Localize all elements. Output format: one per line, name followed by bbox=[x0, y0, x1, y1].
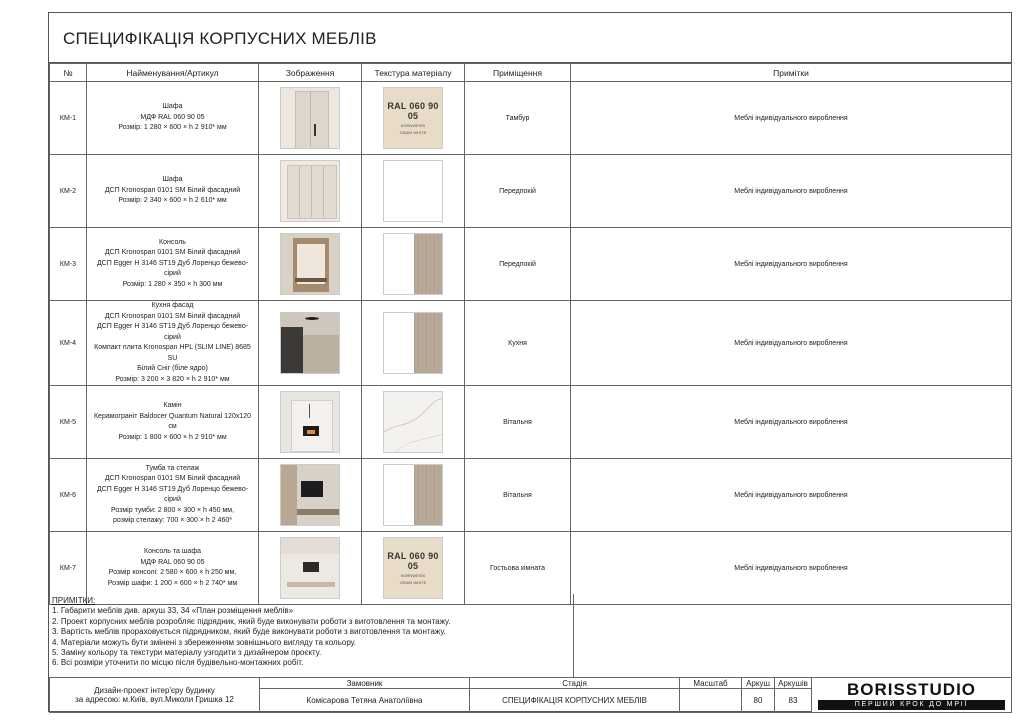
col-header-notes: Примітки bbox=[571, 64, 1012, 82]
texture-swatch-white-oak bbox=[383, 312, 443, 374]
spec-table bbox=[49, 63, 1012, 605]
stage-value: СПЕЦИФІКАЦІЯ КОРПУСНИХ МЕБЛІВ bbox=[470, 689, 680, 713]
item-image-cell bbox=[259, 228, 362, 301]
item-description-line: Розмір: 1 800 × 600 × h 2 910* мм bbox=[118, 433, 227, 441]
item-description-line: Розмір: 3 200 × 3 820 × h 2 910* мм bbox=[115, 375, 230, 383]
drawing-sheet bbox=[48, 12, 1012, 712]
notes-block bbox=[49, 594, 574, 678]
col-header-name: Найменування/Артикул bbox=[87, 64, 259, 82]
sheet-value: 80 bbox=[742, 689, 775, 713]
table-row bbox=[50, 155, 1012, 228]
item-image-cell bbox=[259, 82, 362, 155]
item-texture-cell bbox=[362, 386, 465, 459]
sheet-label: Аркуш bbox=[742, 678, 775, 689]
ral-code: RAL 060 90 05 bbox=[387, 551, 439, 571]
title-block bbox=[49, 677, 1011, 713]
item-description-line: Розмір консолі: 2 580 × 600 × h 250 мм, bbox=[108, 569, 237, 576]
item-description-line: Розмір: 1 280 × 350 × h 300 мм bbox=[122, 280, 223, 288]
col-header-room: Приміщення bbox=[465, 64, 571, 82]
item-note: Меблі індивідуального вироблення bbox=[571, 82, 1012, 155]
sheets-value: 83 bbox=[775, 689, 812, 713]
table-row bbox=[50, 82, 1012, 155]
item-description-line: МДФ RAL 060 90 05 bbox=[140, 558, 205, 566]
item-room: Вітальня bbox=[465, 386, 571, 459]
item-id: КМ-4 bbox=[50, 301, 87, 386]
item-id: КМ-3 bbox=[50, 228, 87, 301]
item-description bbox=[87, 155, 259, 228]
item-id: КМ-5 bbox=[50, 386, 87, 459]
item-description-line: розмір стелажу: 700 × 300 × h 2 460* bbox=[113, 517, 232, 524]
furniture-image bbox=[280, 464, 340, 526]
sheets-label: Аркушів bbox=[775, 678, 812, 689]
scale-label: Масштаб bbox=[680, 678, 742, 689]
client-value: Комісарова Тетяна Анатоліївна bbox=[260, 689, 470, 713]
note-item-5: 5. Заміну кольору та текстури матеріалу узгодити з дизайнером проєкту. bbox=[52, 648, 322, 658]
ral-sub-1: KORNWEISS bbox=[400, 573, 426, 578]
item-id: КМ-1 bbox=[50, 82, 87, 155]
item-texture-cell bbox=[362, 82, 465, 155]
item-room: Гостьова кімната bbox=[465, 532, 571, 605]
ral-sub-2: GRAIN WHITE bbox=[399, 580, 427, 585]
item-description-line: Білий Сніг (біле ядро) bbox=[137, 365, 208, 372]
note-item-6: 6. Всі розміри уточнити по місцю після будівельно-монтажних робіт. bbox=[52, 658, 304, 668]
item-image-cell bbox=[259, 459, 362, 532]
item-description bbox=[87, 386, 259, 459]
texture-swatch-marble bbox=[383, 391, 443, 453]
item-room: Передпокій bbox=[465, 155, 571, 228]
item-description-line: Розмір шафи: 1 200 × 600 × h 2 740* мм bbox=[107, 579, 238, 587]
item-description bbox=[87, 228, 259, 301]
texture-swatch-white-oak bbox=[383, 233, 443, 295]
furniture-image bbox=[280, 537, 340, 599]
item-description-line: ДСП Egger H 3146 ST19 Дуб Лоренцо бежево- bbox=[96, 323, 249, 330]
table-header-row bbox=[50, 64, 1012, 82]
item-description-line: Шафа bbox=[162, 176, 183, 184]
note-item-4: 4. Матеріали можуть бути змінені з збереженням зовнішнього вигляду та кольору. bbox=[52, 637, 357, 647]
table-row bbox=[50, 386, 1012, 459]
project-line-1: Дизайн-проект інтер'єру будинку bbox=[94, 686, 215, 695]
item-description-line: Тумба та стелаж bbox=[145, 464, 200, 472]
item-description-line: Розмір: 1 280 × 600 × h 2 910* мм bbox=[118, 124, 227, 132]
item-description-line: Компакт плита Kronospan HPL (SLIM LINE) 8685 SU bbox=[94, 344, 251, 362]
item-description-line: МДФ RAL 060 90 05 bbox=[140, 113, 205, 121]
item-image-cell bbox=[259, 155, 362, 228]
col-header-texture: Текстура матеріалу bbox=[362, 64, 465, 82]
furniture-image bbox=[280, 391, 340, 453]
item-description-line: Шафа bbox=[162, 103, 183, 111]
project-name bbox=[50, 678, 260, 713]
item-texture-cell bbox=[362, 301, 465, 386]
note-item-2: 2. Проект корпусних меблів розробляє підрядник, який буде виконувати роботи з виготовлення та монтажу. bbox=[52, 616, 451, 626]
notes-heading: ПРИМІТКИ: bbox=[52, 596, 96, 605]
texture-swatch-ral bbox=[383, 87, 443, 149]
item-description-line: ДСП Egger H 3146 ST19 Дуб Лоренцо бежево- bbox=[96, 259, 249, 267]
item-description-line: Кухня фасад bbox=[151, 302, 194, 309]
item-image-cell bbox=[259, 301, 362, 386]
client-label: Замовник bbox=[260, 678, 470, 689]
item-description-line: ДСП Kronospan 0101 SM Білий фасадний bbox=[104, 186, 241, 194]
item-description bbox=[87, 459, 259, 532]
item-texture-cell bbox=[362, 155, 465, 228]
item-note: Меблі індивідуального вироблення bbox=[571, 228, 1012, 301]
logo-text: BORISSTUDIO bbox=[846, 679, 977, 699]
item-description-line: ДСП Kronospan 0101 SM Білий фасадний bbox=[104, 249, 241, 257]
item-id: КМ-7 bbox=[50, 532, 87, 605]
stage-label: Стадія bbox=[470, 678, 680, 689]
table-row bbox=[50, 459, 1012, 532]
logo-slogan: ПЕРШИЙ КРОК ДО МРІЇ bbox=[818, 700, 1005, 710]
item-description-line: ДСП Kronospan 0101 SM Білий фасадний bbox=[104, 312, 241, 320]
furniture-image bbox=[280, 233, 340, 295]
furniture-image bbox=[280, 312, 340, 374]
texture-swatch-white bbox=[383, 160, 443, 222]
item-room: Передпокій bbox=[465, 228, 571, 301]
texture-swatch-white-oak bbox=[383, 464, 443, 526]
scale-value bbox=[680, 689, 742, 713]
item-description-line: сірий bbox=[164, 496, 181, 503]
note-item-1: 1. Габарити меблів див. аркуш 33, 34 «План розміщення меблів» bbox=[52, 606, 294, 616]
item-description-line: сірий bbox=[164, 333, 181, 341]
col-header-image: Зображення bbox=[259, 64, 362, 82]
item-note: Меблі індивідуального вироблення bbox=[571, 386, 1012, 459]
item-description-line: Консоль та шафа bbox=[144, 548, 201, 555]
item-description-line: см bbox=[168, 423, 177, 430]
item-description-line: ДСП Kronospan 0101 SM Білий фасадний bbox=[104, 475, 241, 482]
ral-code: RAL 060 90 05 bbox=[387, 101, 439, 121]
item-texture-cell bbox=[362, 228, 465, 301]
table-row bbox=[50, 228, 1012, 301]
item-id: КМ-6 bbox=[50, 459, 87, 532]
item-description-line: Керамограніт Baldocer Quantum Natural 120x120 bbox=[93, 412, 252, 420]
item-room: Вітальня bbox=[465, 459, 571, 532]
item-description bbox=[87, 301, 259, 386]
item-note: Меблі індивідуального вироблення bbox=[571, 532, 1012, 605]
item-note: Меблі індивідуального вироблення bbox=[571, 301, 1012, 386]
note-item-3: 3. Вартість меблів прораховується підрядником, який буде виконувати роботи з виготовлення та монтажу. bbox=[52, 627, 446, 637]
item-image-cell bbox=[259, 386, 362, 459]
item-description-line: Розмір: 2 340 × 600 × h 2 610* мм bbox=[118, 197, 227, 205]
table-row bbox=[50, 301, 1012, 386]
item-note: Меблі індивідуального вироблення bbox=[571, 459, 1012, 532]
item-room: Тамбур bbox=[465, 82, 571, 155]
ral-sub-1: KORNWEISS bbox=[400, 123, 426, 128]
item-description-line: Розмір тумби: 2 800 × 300 × h 450 мм, bbox=[110, 506, 235, 514]
item-description-line: Камін bbox=[163, 402, 182, 409]
item-description-line: сірий bbox=[164, 270, 181, 278]
page-title: СПЕЦИФІКАЦІЯ КОРПУСНИХ МЕБЛІВ bbox=[49, 13, 1011, 63]
texture-swatch-ral bbox=[383, 537, 443, 599]
furniture-image bbox=[280, 87, 340, 149]
item-description bbox=[87, 82, 259, 155]
item-description-line: Консоль bbox=[159, 238, 186, 246]
item-texture-cell bbox=[362, 459, 465, 532]
item-room: Кухня bbox=[465, 301, 571, 386]
ral-sub-2: GRAIN WHITE bbox=[399, 130, 427, 135]
item-note: Меблі індивідуального вироблення bbox=[571, 155, 1012, 228]
col-header-num: № bbox=[50, 64, 87, 82]
item-description-line: ДСП Egger H 3146 ST19 Дуб Лоренцо бежево- bbox=[96, 485, 249, 493]
studio-logo bbox=[812, 678, 1012, 713]
furniture-image bbox=[280, 160, 340, 222]
item-id: КМ-2 bbox=[50, 155, 87, 228]
project-line-2: за адресою: м.Київ, вул.Миколи Гришка 12 bbox=[75, 695, 234, 704]
